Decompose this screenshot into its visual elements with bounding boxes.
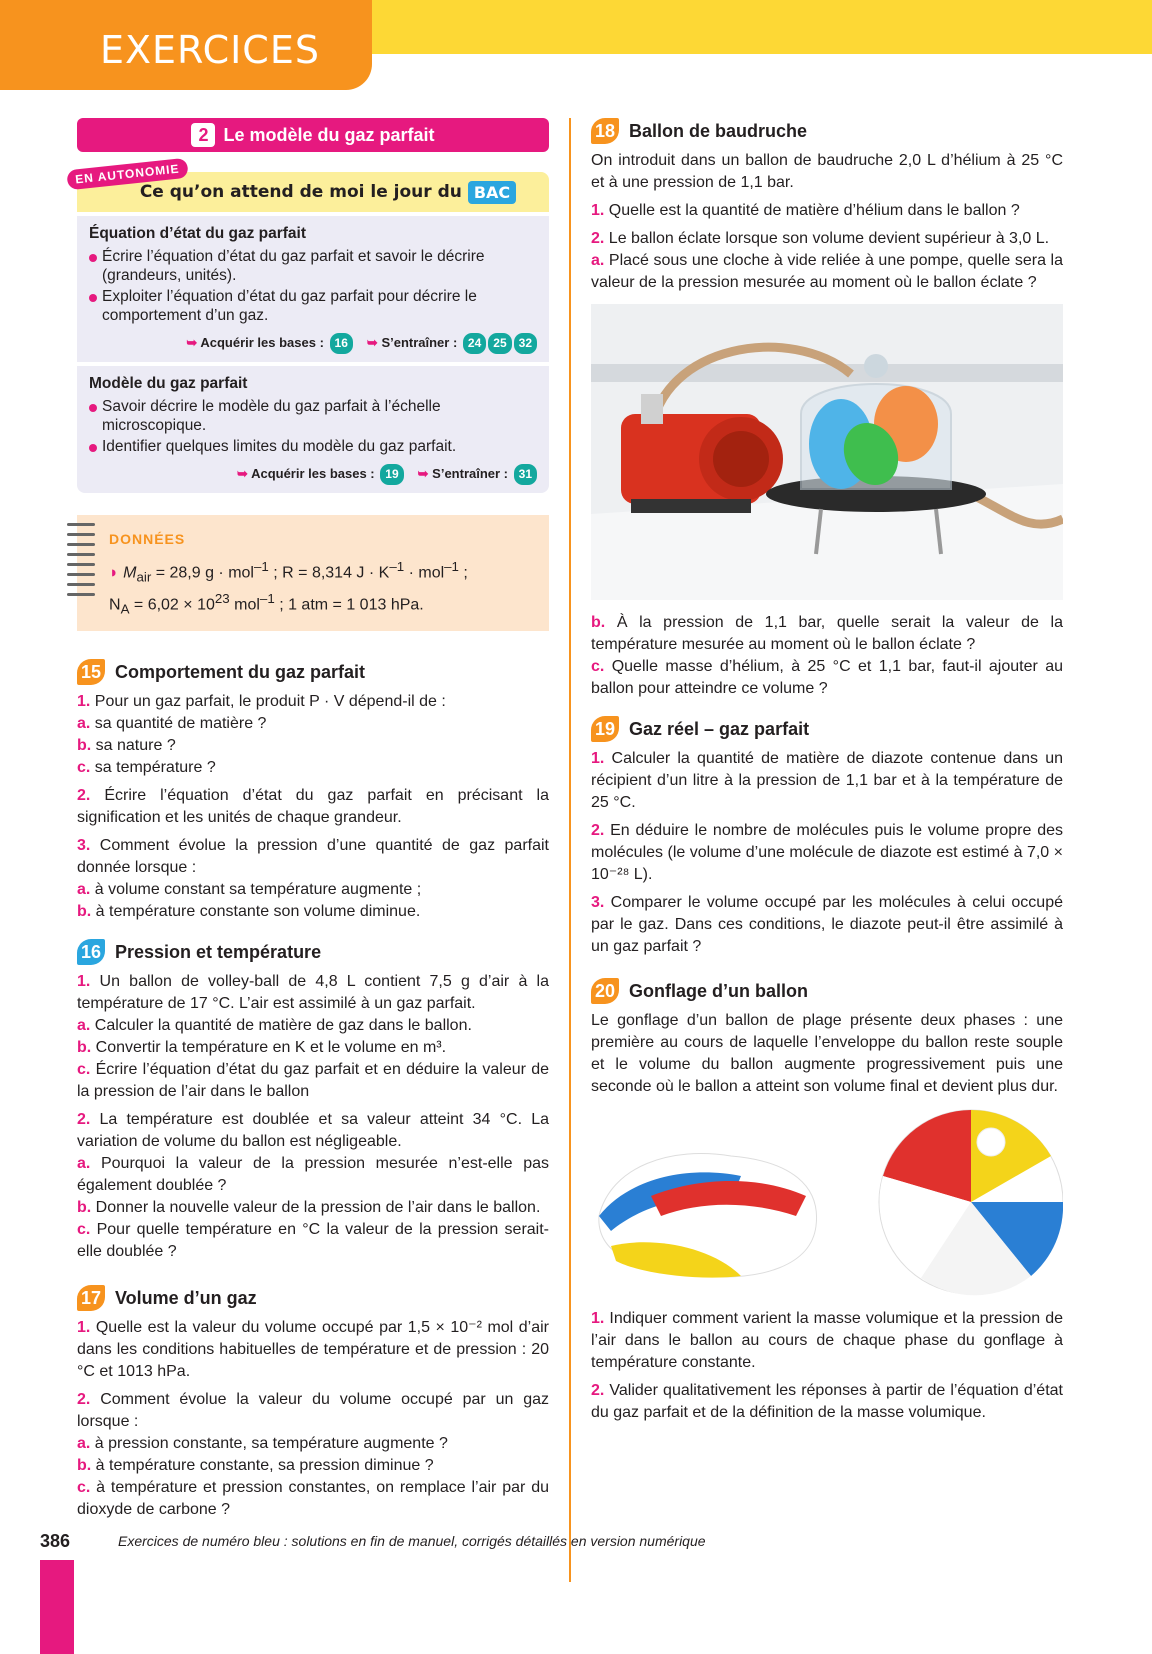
exercise-line bbox=[77, 1037, 549, 1059]
item-marker: c. bbox=[77, 1061, 91, 1079]
item-text: sa température ? bbox=[90, 759, 216, 777]
vacuum-pump-illustration bbox=[591, 304, 1063, 600]
exercise-title: Comportement du gaz parfait bbox=[115, 661, 366, 682]
exercise-number: 18 bbox=[591, 118, 619, 144]
beach-ball-illustration bbox=[591, 1106, 1063, 1298]
item-marker: 2. bbox=[77, 1111, 91, 1129]
item-text: Quelle masse d’hélium, à 25 °C et 1,1 bar, faut-il ajouter au ballon pour atteindre ce volume ? bbox=[591, 658, 1063, 697]
exercise-number: 17 bbox=[77, 1285, 105, 1311]
ent-label: S’entraîner : bbox=[432, 466, 509, 481]
exercise-pill[interactable]: 31 bbox=[514, 464, 537, 485]
arrow-icon: ➥ bbox=[237, 466, 248, 481]
exercise-line bbox=[591, 820, 1063, 886]
item-marker: 3. bbox=[591, 894, 605, 911]
exercise-title: Ballon de baudruche bbox=[629, 120, 808, 141]
item-marker: a. bbox=[77, 881, 91, 899]
section-title: Le modèle du gaz parfait bbox=[223, 124, 435, 145]
exercise-pill[interactable]: 16 bbox=[330, 333, 353, 354]
item-marker: 2. bbox=[591, 230, 605, 247]
exercise-line bbox=[591, 1380, 1063, 1424]
exercise-line bbox=[591, 656, 1063, 700]
vacuum-pump-photo bbox=[591, 304, 1063, 600]
item-text: Indiquer comment varient la masse volumique et la pression de l’air dans le ballon au cours de chaque phase du gonflage à température constante. bbox=[591, 1310, 1063, 1371]
exercise-title: Gonflage d’un ballon bbox=[629, 980, 808, 1001]
item-text: Un ballon de volley-ball de 4,8 L contient 7,5 g d’air à la température de 17 °C. L’air est assimilé à un gaz parfait. bbox=[77, 973, 549, 1013]
objective-links bbox=[89, 333, 537, 354]
exercise-number: 15 bbox=[77, 659, 105, 685]
item-marker: a. bbox=[77, 1155, 91, 1173]
item-text: Convertir la température en K et le volume en m³. bbox=[91, 1039, 447, 1057]
exercise-line bbox=[77, 1153, 549, 1197]
item-text: sa quantité de matière ? bbox=[90, 715, 267, 733]
item-marker: a. bbox=[77, 1435, 91, 1453]
item-text: Placé sous une cloche à vide reliée à une pompe, quelle sera la valeur de la pression mesurée au moment où le ballon éclate ? bbox=[591, 252, 1063, 291]
objective-block bbox=[77, 216, 549, 362]
footer-accent bbox=[40, 1560, 74, 1654]
exercise-16 bbox=[77, 939, 549, 1263]
item-marker: 2. bbox=[77, 787, 91, 805]
item-text: À la pression de 1,1 bar, quelle serait la valeur de la température mesurée au moment où le ballon éclate ? bbox=[591, 614, 1063, 653]
item-marker: 2. bbox=[77, 1391, 91, 1409]
exercise-line bbox=[77, 691, 549, 713]
exercise-intro: Le gonflage d’un ballon de plage présente deux phases : une première au cours de laquelle l’enveloppe du ballon reste souple et le volume du ballon augmente progressivement puis une seconde où le ballon a atteint son volume final et devient plus dur. bbox=[591, 1012, 1063, 1095]
item-marker: 1. bbox=[77, 693, 91, 711]
exercise-line bbox=[77, 1197, 549, 1219]
exercise-line bbox=[591, 1308, 1063, 1374]
exercise-line bbox=[591, 748, 1063, 814]
donnees-label: DONNÉES bbox=[109, 531, 186, 547]
exercise-pill[interactable]: 32 bbox=[514, 333, 537, 354]
arrow-icon: ➥ bbox=[366, 335, 378, 350]
exercise-number: 20 bbox=[591, 978, 619, 1004]
objective-item: Identifier quelques limites du modèle du gaz parfait. bbox=[89, 437, 537, 456]
item-text: Pour quelle température en °C la valeur de la pression serait-elle doublée ? bbox=[77, 1221, 549, 1261]
objective-heading: Modèle du gaz parfait bbox=[89, 375, 248, 392]
objective-links bbox=[89, 464, 537, 485]
acq-label: Acquérir les bases : bbox=[251, 466, 375, 481]
item-text: Donner la nouvelle valeur de la pression de l’air dans le ballon. bbox=[91, 1199, 541, 1217]
item-text: Écrire l’équation d’état du gaz parfait et en déduire la valeur de la pression de l’air dans le ballon bbox=[77, 1061, 549, 1101]
exercise-line bbox=[77, 901, 549, 923]
item-marker: 1. bbox=[591, 1310, 605, 1327]
exercise-line bbox=[591, 892, 1063, 958]
exercise-line bbox=[591, 228, 1063, 250]
objective-block bbox=[77, 366, 549, 493]
exercise-17 bbox=[77, 1285, 549, 1521]
section-number: 2 bbox=[191, 123, 215, 147]
exercise-line bbox=[77, 1059, 549, 1103]
exercise-number: 16 bbox=[77, 939, 105, 965]
item-marker: 1. bbox=[591, 750, 605, 767]
item-text: à température constante son volume diminue. bbox=[91, 903, 421, 921]
item-marker: c. bbox=[77, 1221, 91, 1239]
item-text: à température constante, sa pression diminue ? bbox=[91, 1457, 434, 1475]
objective-item: Écrire l’équation d’état du gaz parfait et savoir le décrire (grandeurs, unités). bbox=[89, 247, 537, 285]
item-marker: 2. bbox=[591, 822, 605, 839]
left-column bbox=[74, 118, 549, 1521]
item-text: Pourquoi la valeur de la pression mesurée n’est-elle pas également doublée ? bbox=[77, 1155, 549, 1195]
exercise-intro: On introduit dans un ballon de baudruche 2,0 L d’hélium à 25 °C et à une pression de 1,1 bar. bbox=[591, 152, 1063, 191]
beach-ball-photo bbox=[591, 1106, 1063, 1298]
arrow-icon: ➥ bbox=[186, 335, 198, 350]
exercise-line bbox=[77, 835, 549, 879]
item-marker: c. bbox=[77, 1479, 91, 1497]
item-marker: b. bbox=[77, 1199, 92, 1217]
item-text: Calculer la quantité de matière de diazote contenue dans un récipient d’un litre à la pression de 1,1 bar et à la température de 25 °C. bbox=[591, 750, 1063, 811]
item-marker: a. bbox=[77, 1017, 91, 1035]
exercise-18 bbox=[591, 118, 1063, 700]
exercise-pill[interactable]: 24 bbox=[463, 333, 486, 354]
item-text: Comparer le volume occupé par les molécules à celui occupé par le gaz. Dans ces conditions, le diazote peut-il être assimilé à un gaz parfait ? bbox=[591, 894, 1063, 955]
item-text: Quelle est la quantité de matière d’hélium dans le ballon ? bbox=[604, 202, 1020, 219]
exercise-20 bbox=[591, 978, 1063, 1424]
exercise-line bbox=[591, 250, 1063, 294]
exercise-line bbox=[77, 1455, 549, 1477]
bac-badge: BAC bbox=[468, 181, 516, 204]
exercise-line bbox=[77, 757, 549, 779]
item-text: La température est doublée et sa valeur atteint 34 °C. La variation de volume du ballon est négligeable. bbox=[77, 1111, 549, 1151]
spiral-binding-icon bbox=[67, 523, 95, 603]
item-marker: b. bbox=[77, 1039, 92, 1057]
item-marker: a. bbox=[77, 715, 91, 733]
arrow-icon: ➥ bbox=[417, 466, 429, 481]
exercise-line bbox=[77, 971, 549, 1015]
item-marker: 3. bbox=[77, 837, 91, 855]
item-text: Calculer la quantité de matière de gaz dans le ballon. bbox=[90, 1017, 472, 1035]
autonomie-box bbox=[74, 161, 549, 493]
exercise-number: 19 bbox=[591, 716, 619, 742]
exercise-line bbox=[77, 1389, 549, 1433]
item-marker: 1. bbox=[77, 973, 91, 991]
exercise-line bbox=[591, 200, 1063, 222]
donnees-line-2: $N_A = 6,02 \times 10^{23}$ mol$^{-1}$ ; 1 atm = 1 013 hPa. bbox=[109, 590, 424, 617]
item-marker: b. bbox=[591, 614, 606, 631]
item-marker: 1. bbox=[77, 1319, 91, 1337]
right-column bbox=[591, 118, 1063, 1424]
exercise-19 bbox=[591, 716, 1063, 958]
exercise-line bbox=[77, 785, 549, 829]
objective-item: Savoir décrire le modèle du gaz parfait à l’échelle microscopique. bbox=[89, 397, 537, 435]
donnees-line-1: ◗ $M_{air} = 28,9$ g · mol$^{-1}$ ; R = 8,314 $J \cdot K^{-1} \cdot mol^{-1}$ ; bbox=[109, 559, 468, 585]
expect-text: Ce qu’on attend de moi le jour du bbox=[139, 182, 462, 202]
exercise-pill[interactable]: 19 bbox=[380, 464, 403, 485]
exercise-line bbox=[77, 1219, 549, 1263]
exercise-line bbox=[77, 1015, 549, 1037]
exercise-title: Gaz réel – gaz parfait bbox=[629, 718, 810, 739]
page-number: 386 bbox=[40, 1531, 71, 1551]
item-text: Valider qualitativement les réponses à partir de l’équation d’état du gaz parfait et de la définition de la masse volumique. bbox=[591, 1382, 1063, 1421]
item-text: Quelle est la valeur du volume occupé par 1,5 × 10⁻² mol d’air dans les conditions habituelles de température et de pression : 20 °C et 1013 hPa. bbox=[77, 1319, 549, 1381]
header-tab bbox=[0, 0, 372, 90]
item-marker: b. bbox=[77, 737, 92, 755]
exercise-line bbox=[77, 1433, 549, 1455]
item-marker: 2. bbox=[591, 1382, 605, 1399]
item-text: Comment évolue la pression d’une quantité de gaz parfait donnée lorsque : bbox=[77, 837, 549, 877]
exercise-line bbox=[77, 1477, 549, 1521]
item-text: Pour un gaz parfait, le produit P · V dépend-il de : bbox=[90, 693, 446, 711]
exercise-line bbox=[77, 1109, 549, 1153]
objective-heading: Équation d’état du gaz parfait bbox=[89, 225, 307, 242]
item-text: sa nature ? bbox=[91, 737, 176, 755]
autonomie-badge: EN AUTONOMIE bbox=[66, 158, 188, 191]
page-title: EXERCICES bbox=[100, 28, 320, 72]
exercise-title: Pression et température bbox=[115, 941, 322, 962]
item-marker: a. bbox=[591, 252, 605, 269]
section-header bbox=[77, 118, 549, 152]
exercise-line bbox=[77, 735, 549, 757]
exercise-15 bbox=[77, 659, 549, 923]
acq-label: Acquérir les bases : bbox=[200, 335, 324, 350]
exercise-line bbox=[77, 713, 549, 735]
ent-label: S’entraîner : bbox=[381, 335, 458, 350]
item-text: Écrire l’équation d’état du gaz parfait en précisant la signification et les unités de chaque grandeur. bbox=[77, 787, 549, 827]
footer-note: Exercices de numéro bleu : solutions en fin de manuel, corrigés détaillés en version numérique bbox=[118, 1533, 706, 1549]
exercise-line bbox=[77, 1317, 549, 1383]
item-marker: c. bbox=[77, 759, 91, 777]
item-text: Le ballon éclate lorsque son volume devient supérieur à 3,0 L. bbox=[604, 230, 1050, 247]
objective-item: Exploiter l’équation d’état du gaz parfait pour décrire le comportement d’un gaz. bbox=[89, 287, 537, 325]
exercise-title: Volume d’un gaz bbox=[115, 1287, 257, 1308]
exercise-pill[interactable]: 25 bbox=[488, 333, 511, 354]
column-divider bbox=[569, 118, 571, 1582]
item-marker: b. bbox=[77, 1457, 92, 1475]
item-marker: 1. bbox=[591, 202, 605, 219]
item-text: à volume constant sa température augmente ; bbox=[90, 881, 422, 899]
item-marker: c. bbox=[591, 658, 605, 675]
donnees-box bbox=[77, 515, 549, 631]
item-text: à pression constante, sa température augmente ? bbox=[90, 1435, 448, 1453]
exercise-line bbox=[591, 612, 1063, 656]
item-text: Comment évolue la valeur du volume occupé par un gaz lorsque : bbox=[77, 1391, 549, 1431]
item-text: En déduire le nombre de molécules puis le volume propre des molécules (le volume d’une molécule de diazote est estimé à 7,0 × 10⁻²⁸ L). bbox=[591, 822, 1063, 883]
exercise-line bbox=[77, 879, 549, 901]
item-marker: b. bbox=[77, 903, 92, 921]
item-text: à température et pression constantes, on remplace l’air par du dioxyde de carbone ? bbox=[77, 1479, 549, 1519]
